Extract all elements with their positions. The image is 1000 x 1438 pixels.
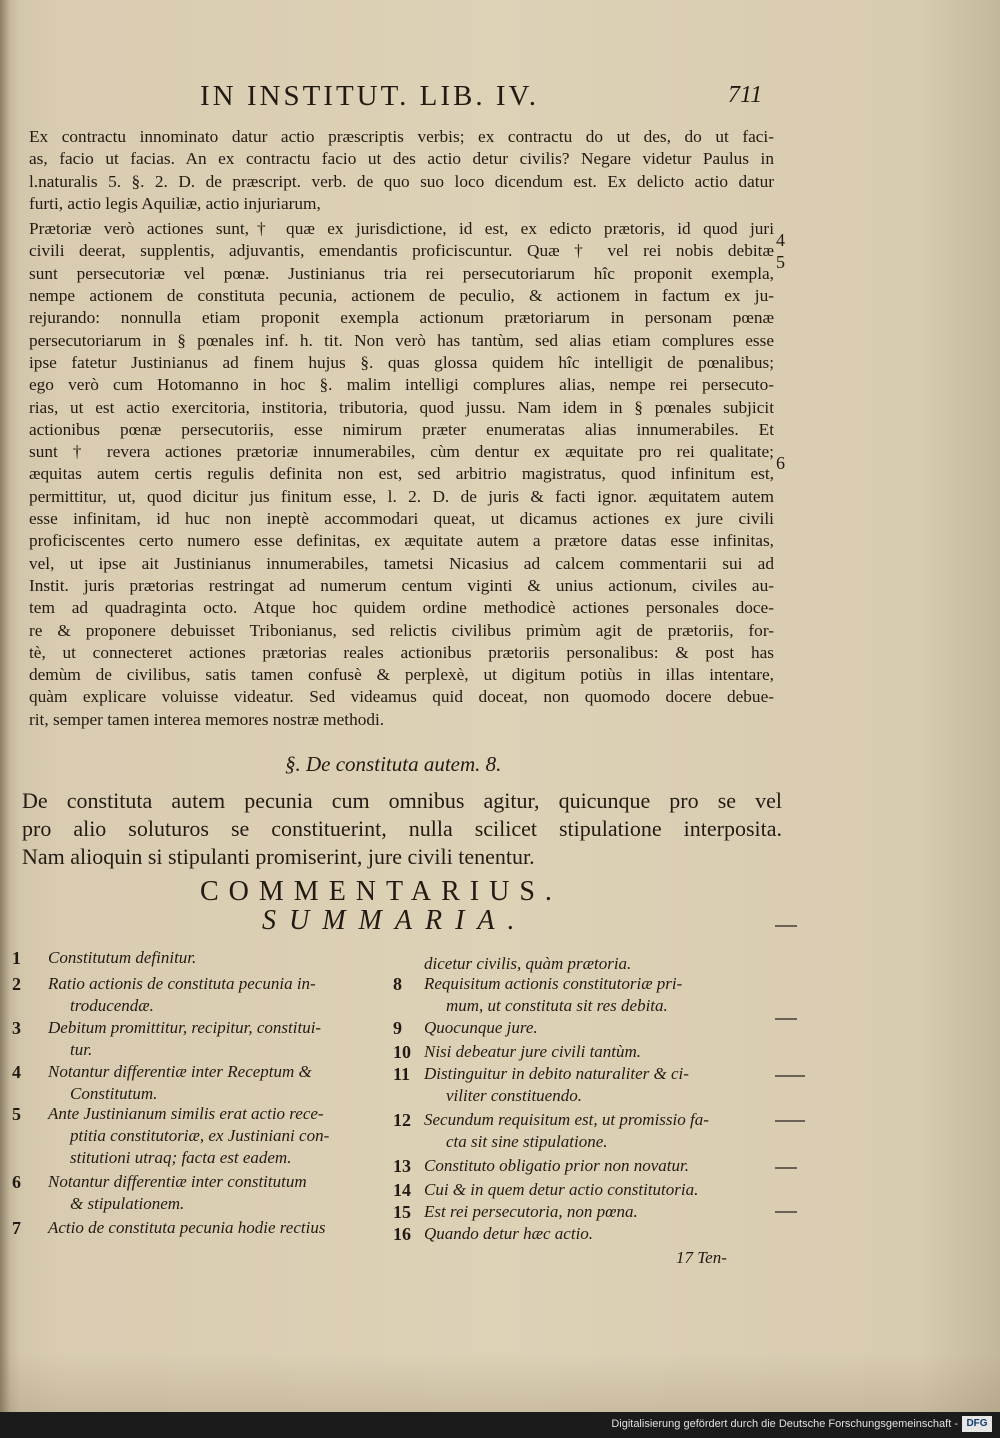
summaria-entry-number: 11 [393, 1064, 411, 1084]
body-line: nempe actionem de constituta pecunia, actionem de peculio, & actionem in factum ex ju- [29, 286, 774, 306]
summaria-entry-number: 16 [393, 1224, 411, 1244]
summaria-entry-number: 15 [393, 1202, 411, 1222]
page-edge [0, 1352, 1000, 1412]
body-line: proficiscentes certo numero esse definitas, ex æquitate autem a prætore datas esse infinitas, [29, 531, 774, 551]
body-text [29, 126, 774, 731]
body-line: Ex contractu innominato datur actio præscriptis verbis; ex contractu do ut des, do ut faci- [29, 127, 774, 146]
summaria-entry-number: 14 [393, 1180, 411, 1200]
summaria-entry-text: ptitia constitutoriæ, ex Justiniani con- [70, 1126, 330, 1145]
body-line: sunt persecutoriæ vel pœnæ. Justinianus tria rei persecutoriarum hîc proponit exempla, [29, 263, 774, 283]
body-line: persecutoriarum in § pœnales inf. h. tit. Non verò has tantùm, sed alias etiam complures esse [29, 330, 774, 350]
summaria-entry-text: mum, ut constituta sit res debita. [446, 996, 668, 1015]
body-line: Prætoriæ verò actiones sunt,† quæ ex jurisdictione, id est, ex edicto prætoris, id quod juri [29, 219, 774, 239]
summaria-entry-text: dicetur civilis, quàm prætoria. [424, 954, 632, 973]
body-line: vel, ut ipse ait Justinianus innumerabiles, tametsi Nicasius ad calcem commentarii sui ad [29, 553, 774, 573]
summaria-entry-text: Quocunque jure. [424, 1018, 538, 1037]
body-line: tem ad quadraginta octo. Atque hoc quidem ordine methodicè actiones personales doce- [29, 598, 774, 618]
commentarius-heading: COMMENTARIUS. [200, 876, 562, 907]
page-gutter-shadow [0, 0, 10, 1412]
summaria-entry-number: 1 [12, 948, 21, 968]
summaria-entry-number: 5 [12, 1104, 21, 1124]
summaria-entry-text: Requisitum actionis constitutoriæ pri- [424, 974, 683, 993]
margin-dash [775, 925, 797, 927]
margin-dash [775, 1211, 797, 1213]
body-line: rias, ut est actio exercitoria, institoria, tributoria, quod jussu. Nam idem in § pœnales subjicit [29, 397, 774, 417]
body-line: rejurando: nonnulla etiam proponit exempla actionum prætoriarum in personam pœnæ [29, 308, 774, 328]
summaria-entry-number: 8 [393, 974, 402, 994]
summaria-entry-text: Ratio actionis de constituta pecunia in- [48, 974, 316, 993]
summaria-entry-text: cta sit sine stipulatione. [446, 1132, 608, 1151]
body-line: esse infinitam, id huc non ineptè accommodari queat, ut dicamus actiones ex jure civili [29, 509, 774, 529]
footer-credit: Digitalisierung gefördert durch die Deutsche Forschungsgemeinschaft - [611, 1418, 958, 1430]
summaria-entry-text: Quando detur hæc actio. [424, 1224, 594, 1243]
body-line: sunt † revera actiones prætoriæ innumerabiles, cùm dentur ex æquitate pro rei qualitate; [29, 442, 774, 462]
margin-dash [775, 1075, 805, 1077]
summaria-entry-text: Constitutum. [70, 1084, 158, 1103]
law-text-line: De constituta autem pecunia cum omnibus agitur, quicunque pro se vel [22, 788, 782, 813]
summaria-entry-number: 3 [12, 1018, 21, 1038]
summaria-entry-number: 7 [12, 1218, 21, 1238]
body-line: civili deerat, supplentis, adjuvantis, emendantis proficiscuntur. Quæ † vel rei nobis debitæ [29, 241, 774, 261]
summaria-entry-number: 12 [393, 1110, 411, 1130]
summaria-entry-text: Secundum requisitum est, ut promissio fa- [424, 1110, 709, 1129]
summaria-entry-text: tur. [70, 1040, 93, 1059]
catchword: 17 Ten- [676, 1248, 727, 1267]
body-line: actionibus pœnæ persecutoriis, esse nimirum præter enumeratas alias innumerabiles. Et [29, 419, 774, 439]
summaria-entry-text: Constitutum definitur. [48, 948, 197, 967]
body-line: ego verò cum Hotomanno in hoc §. malim intelligi complures alias, nempe rei persecuto- [29, 375, 774, 395]
summaria-entry-text: Notantur differentiæ inter Receptum & [48, 1062, 312, 1081]
summaria-entry-text: viliter constituendo. [446, 1086, 582, 1105]
body-line: rit, semper tamen interea memores nostræ methodi. [29, 709, 385, 729]
margin-dash [775, 1120, 805, 1122]
margin-number: 4 [776, 230, 785, 250]
body-line: Instit. juris prætorias restringat ad numerum centum viginti & unius actionum, civiles au- [29, 575, 774, 595]
summaria-entry-number: 4 [12, 1062, 21, 1082]
summaria-entry-text: stitutioni utraq; facta est eadem. [70, 1148, 292, 1167]
summaria-entry-text: & stipulationem. [70, 1194, 185, 1213]
body-line: re & proponere debuisset Tribonianus, sed relictis civilibus primùm agit de prætoriis, for- [29, 620, 774, 640]
summaria-entry-number: 9 [393, 1018, 402, 1038]
summaria-entry-text: Est rei persecutoria, non pœna. [424, 1202, 638, 1221]
body-line: as, facio ut facias. An ex contractu facio ut des actio detur civilis? Negare videtur Paulus in [29, 149, 774, 169]
body-line: quàm explicare voluisse videatur. Sed videamus quid doceat, non quomodo docere debue- [29, 687, 774, 707]
dfg-logo: DFG [962, 1416, 992, 1432]
body-line: furti, actio legis Aquiliæ, actio injuriarum, [29, 193, 321, 213]
law-text-line: Nam alioquin si stipulanti promiserint, jure civili tenentur. [22, 844, 535, 869]
summaria-entry-number: 2 [12, 974, 21, 994]
summaria-heading: SUMMARIA. [262, 905, 528, 936]
body-line: permittitur, ut, quod dicitur jus finitum esse, l. 2. D. de juris & facti ignor. æquitatem autem [29, 486, 774, 506]
section-heading: §. De constituta autem. 8. [285, 752, 502, 776]
margin-number: 5 [776, 252, 785, 272]
summaria-entry-text: Ante Justinianum similis erat actio rece- [48, 1104, 324, 1123]
running-head: IN INSTITUT. LIB. IV. [200, 80, 539, 112]
summaria-entry-text: troducendæ. [70, 996, 154, 1015]
body-line: l.naturalis 5. §. 2. D. de præscript. verb. de quo suo loco dicendum est. Ex delicto actio datur [29, 171, 774, 191]
summaria-entry-text: Cui & in quem detur actio constitutoria. [424, 1180, 699, 1199]
law-text-line: pro alio soluturos se constituerint, nulla scilicet stipulatione interposita. [22, 816, 782, 841]
summaria-entry-text: Notantur differentiæ inter constitutum [48, 1172, 307, 1191]
body-line: æquitas autem certis regulis definita non est, sed arbitrio magistratus, quod infinitum est, [29, 464, 774, 484]
summaria-entry-text: Nisi debeatur jure civili tantùm. [424, 1042, 642, 1061]
margin-number: 6 [776, 453, 785, 473]
summaria-entry-text: Constituto obligatio prior non novatur. [424, 1156, 689, 1175]
summaria-entry-number: 13 [393, 1156, 411, 1176]
body-line: ipse fatetur Justinianus ad finem hujus §. quas glossa quidem hîc intelligit de pœnalibus; [29, 352, 774, 372]
summaria-entry-number: 6 [12, 1172, 21, 1192]
summaria-entry-text: Distinguitur in debito naturaliter & ci- [424, 1064, 689, 1083]
law-text [22, 787, 782, 871]
margin-dash [775, 1018, 797, 1020]
summaria-entry-text: Debitum promittitur, recipitur, constitui- [48, 1018, 322, 1037]
body-line: tè, ut connecteret actiones prætorias reales actionibus prætoriis personalibus: & post has [29, 642, 774, 662]
page-number: 711 [728, 82, 763, 108]
summaria-entry-number: 10 [393, 1042, 411, 1062]
body-line: demùm de civilibus, satis tamen confusè & perplexè, ut digitum potiùs in illas intentare, [29, 665, 774, 685]
summaria-entry-text: Actio de constituta pecunia hodie rectius [48, 1218, 326, 1237]
margin-dash [775, 1167, 797, 1169]
